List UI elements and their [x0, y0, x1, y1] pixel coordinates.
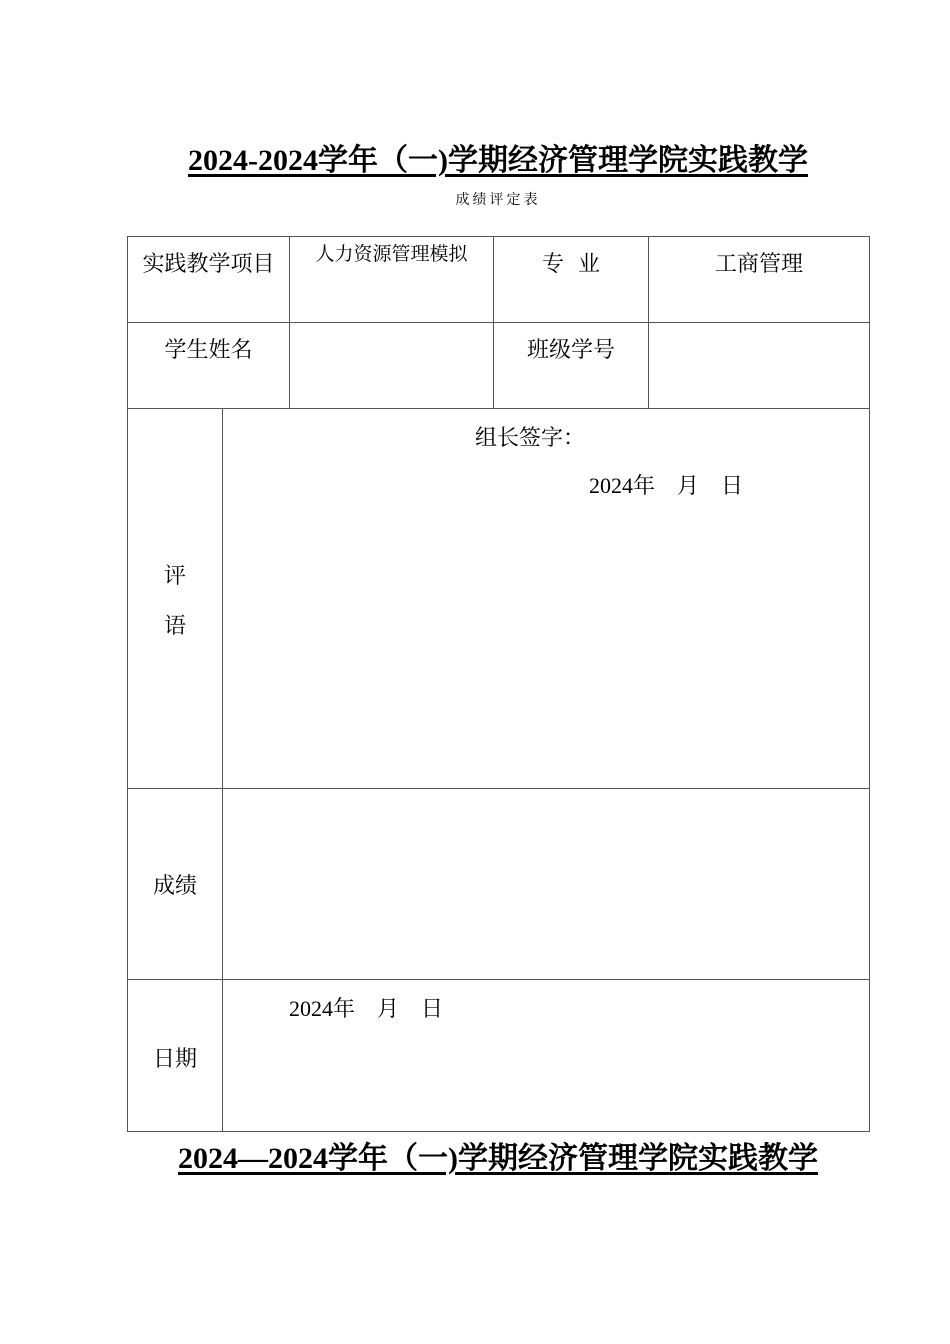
comment-label-cell	[128, 409, 223, 789]
date-field[interactable]	[223, 980, 870, 1132]
project-label: 实践教学项目	[142, 252, 275, 277]
table-row	[128, 237, 870, 323]
page-subtitle: 成绩评定表	[455, 193, 541, 208]
comment-date: 2024年 月 日	[589, 473, 744, 498]
major-value-cell[interactable]	[649, 237, 870, 323]
date-label: 日期	[152, 1047, 197, 1072]
table-row	[128, 789, 870, 980]
comment-label-char-1: 评	[163, 564, 186, 589]
project-value-cell[interactable]	[290, 237, 494, 323]
leader-sign-label: 组长签字：	[475, 426, 586, 451]
major-label-cell	[494, 237, 649, 323]
comment-field[interactable]	[223, 409, 870, 789]
student-name-field[interactable]	[290, 323, 494, 409]
table-row	[128, 409, 870, 789]
date-label-cell	[128, 980, 223, 1132]
page-title	[23, 143, 950, 179]
score-label: 成绩	[152, 874, 197, 899]
table-row	[128, 323, 870, 409]
project-value: 人力资源管理模拟	[315, 243, 468, 265]
comment-label-char-2: 语	[163, 614, 186, 639]
evaluation-table	[127, 236, 870, 1132]
class-value	[649, 323, 869, 333]
class-id-field[interactable]	[649, 323, 870, 409]
score-field[interactable]	[223, 789, 870, 980]
score-label-cell	[128, 789, 223, 980]
date-value: 2024年 月 日	[289, 996, 444, 1021]
student-value	[290, 323, 493, 333]
major-value: 工商管理	[715, 252, 804, 277]
project-label-cell	[128, 237, 290, 323]
major-label: 专 业	[542, 252, 601, 277]
table-row	[128, 980, 870, 1132]
class-label-cell	[494, 323, 649, 409]
page-title-text: 2024-2024学年（一)学期经济管理学院实践教学	[188, 144, 808, 177]
page-title-2	[23, 1141, 950, 1177]
student-label: 学生姓名	[164, 338, 253, 363]
class-label: 班级学号	[527, 338, 616, 363]
student-label-cell	[128, 323, 290, 409]
page-title-2-text: 2024—2024学年（一)学期经济管理学院实践教学	[178, 1142, 818, 1175]
